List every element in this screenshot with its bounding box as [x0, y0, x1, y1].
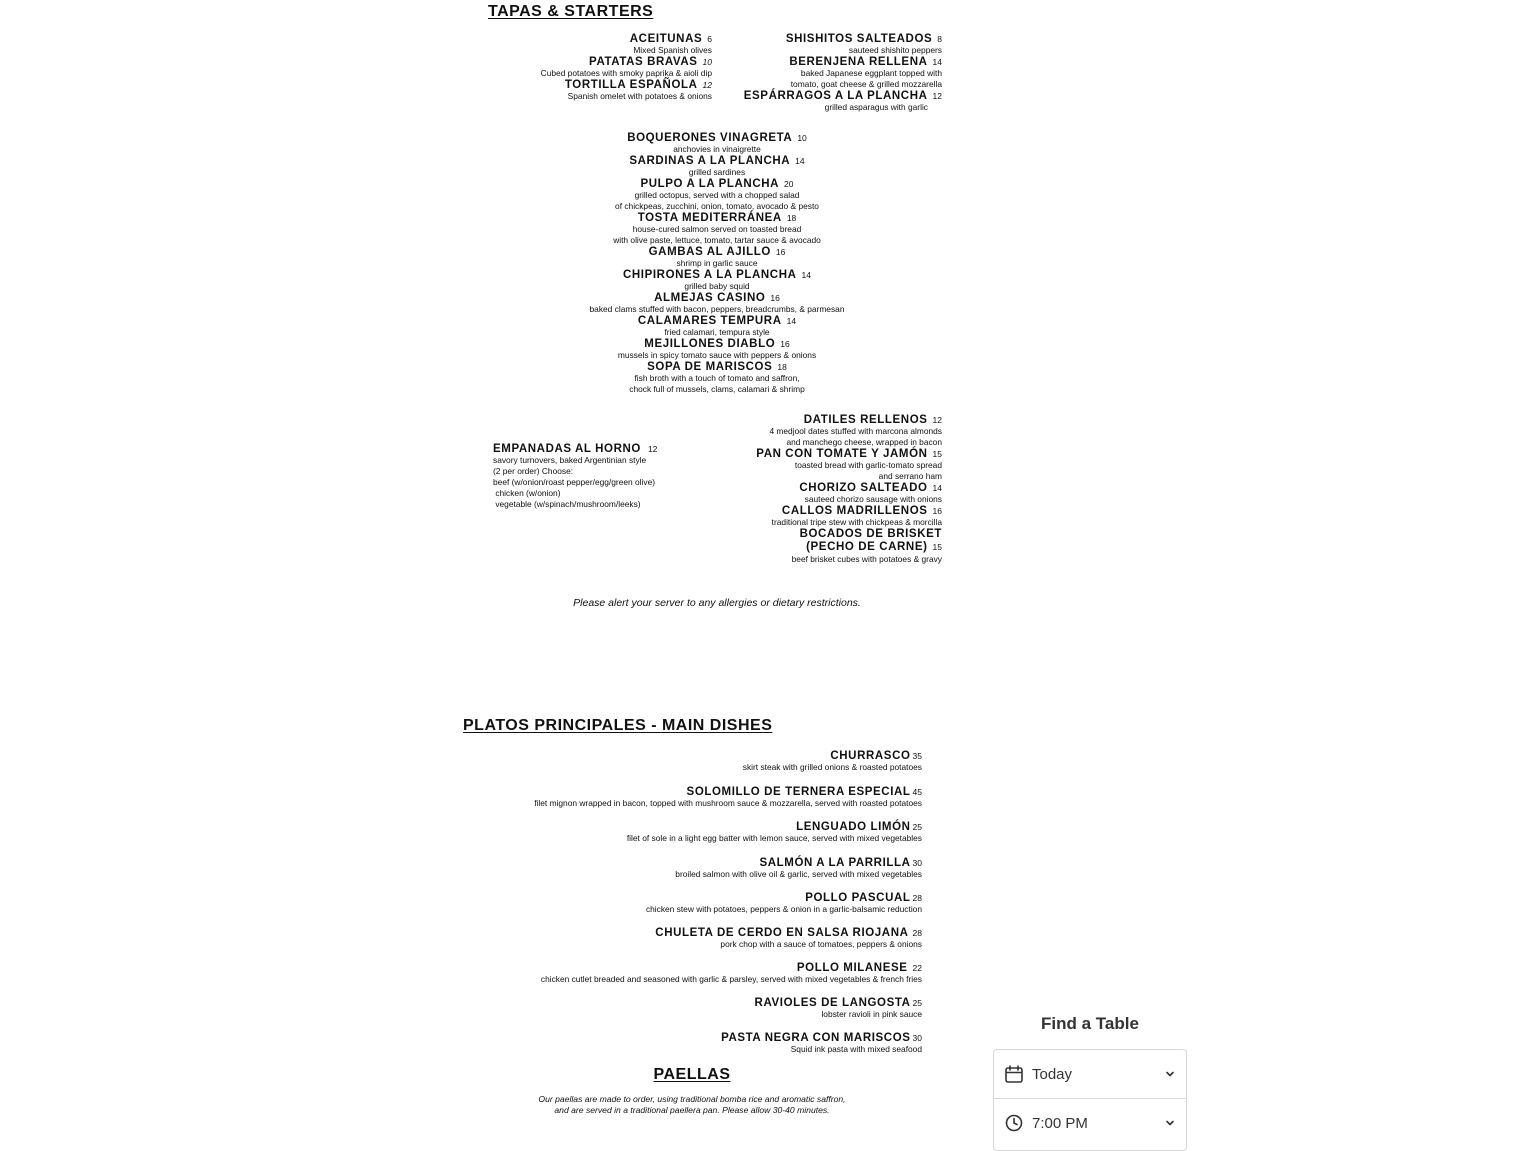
menu-item [702, 56, 942, 90]
reservation-widget [993, 1049, 1187, 1151]
menu-item [452, 33, 712, 56]
item-name: SOLOMILLO DE TERNERA ESPECIAL [686, 786, 911, 798]
tapas-section-title: TAPAS & STARTERS [488, 3, 654, 20]
menu-item [702, 90, 942, 113]
item-description: pork chop with a sauce of tomatoes, peppers & onions [720, 939, 922, 949]
item-price: 30 [912, 858, 922, 868]
item-price: 15 [932, 449, 942, 459]
menu-item [517, 246, 917, 269]
tapas-right-column [702, 33, 942, 113]
paellas-note [492, 1094, 892, 1116]
item-description: chicken cutlet breaded and seasoned with garlic & parsley, served with mixed vegetables & french fries [540, 974, 922, 984]
item-description: shrimp in garlic sauce [676, 258, 758, 268]
item-description: skirt steak with grilled onions & roasted potatoes [742, 762, 922, 772]
item-price: 25 [912, 998, 922, 1008]
item-name: TORTILLA ESPAÑOLA [564, 79, 698, 91]
item-name: CHORIZO SALTEADO [799, 482, 928, 494]
item-price: 8 [937, 34, 942, 44]
item-price: 10 [797, 133, 807, 143]
item-name: MEJILLONES DIABLO [644, 338, 776, 350]
item-name: DATILES RELLENOS [803, 414, 928, 426]
empanadas-item [493, 443, 723, 510]
item-name: PATATAS BRAVAS [589, 56, 698, 68]
item-price: 12 [932, 415, 942, 425]
item-price: 10 [702, 57, 712, 67]
chevron-down-icon [1164, 1117, 1176, 1129]
item-description: beef brisket cubes with potatoes & gravy [791, 554, 942, 564]
item-price: 14 [795, 156, 805, 166]
item-price: 28 [912, 893, 922, 903]
item-name: GAMBAS AL AJILLO [648, 246, 771, 258]
menu-item [692, 414, 942, 448]
menu-item [422, 997, 922, 1032]
item-name: SALMÓN A LA PARRILLA [759, 857, 911, 869]
menu-item [422, 892, 922, 927]
item-description: mussels in spicy tomato sauce with peppers & onions [617, 350, 817, 360]
item-description: Mixed Spanish olives [633, 45, 712, 55]
item-name: SHISHITOS SALTEADOS [785, 33, 933, 45]
date-value: Today [1032, 1065, 1073, 1083]
item-description: 4 medjool dates stuffed with marcona almonds [769, 426, 942, 436]
menu-item [517, 292, 917, 315]
item-name: PAN CON TOMATE Y JAMÓN [756, 448, 928, 460]
mains-section-title: PLATOS PRINCIPALES - MAIN DISHES [463, 717, 773, 734]
menu-item [517, 178, 917, 212]
item-description: grilled sardines [688, 167, 746, 177]
item-description: beef (w/onion/roast pepper/egg/green olive) [493, 477, 656, 487]
item-name: CALLOS MADRILLENOS [781, 505, 928, 517]
item-price: 14 [932, 483, 942, 493]
item-description: grilled asparagus with garlic [824, 102, 928, 112]
item-price: 16 [780, 339, 790, 349]
item-price: 16 [775, 247, 786, 257]
tapas-center-column [517, 132, 917, 395]
item-name: CALAMARES TEMPURA [637, 315, 782, 327]
item-price: 45 [912, 787, 922, 797]
item-name: BERENJENA RELLENA [789, 56, 928, 68]
item-name: CHIPIRONES A LA PLANCHA [623, 269, 797, 281]
item-description: Squid ink pasta with mixed seafood [790, 1044, 922, 1054]
item-description: lobster ravioli in pink sauce [821, 1009, 922, 1019]
item-name: SARDINAS A LA PLANCHA [629, 155, 791, 167]
item-name: BOCADOS DE BRISKET [799, 528, 942, 540]
item-description: fish broth with a touch of tomato and saffron, [634, 373, 800, 383]
chevron-down-icon [1164, 1068, 1176, 1080]
item-description: house-cured salmon served on toasted bread [632, 224, 802, 234]
item-price: 14 [786, 316, 797, 326]
item-name: PASTA NEGRA CON MARISCOS [721, 1032, 911, 1044]
menu-item [452, 56, 712, 79]
item-description: filet of sole in a light egg batter with lemon sauce, served with mixed vegetables [626, 833, 922, 843]
menu-item [422, 962, 922, 997]
menu-item [517, 315, 917, 338]
item-name: ALMEJAS CASINO [654, 292, 766, 304]
item-description: grilled octopus, served with a chopped salad [634, 190, 800, 200]
item-description: Spanish omelet with potatoes & onions [567, 91, 712, 101]
menu-item [692, 505, 942, 528]
paellas-note-line: and are served in a traditional paellera pan. Please allow 30-40 minutes. [554, 1105, 830, 1115]
item-description: tomato, goat cheese & grilled mozzarella [790, 79, 942, 89]
item-description: of chickpeas, zucchini, onion, tomato, avocado & pesto [615, 201, 819, 211]
item-description: broiled salmon with olive oil & garlic, served with mixed vegetables [675, 869, 922, 879]
item-description: vegetable (w/spinach/mushroom/leeks) [493, 499, 641, 509]
menu-item [517, 155, 917, 178]
menu-item [692, 448, 942, 482]
item-name: (PECHO DE CARNE) [806, 541, 928, 553]
item-name: CHULETA DE CERDO EN SALSA RIOJANA [655, 927, 909, 939]
menu-item [692, 482, 942, 505]
paellas-note-line: Our paellas are made to order, using traditional bomba rice and aromatic saffron, [538, 1094, 846, 1104]
item-description: savory turnovers, baked Argentinian style [493, 455, 647, 465]
item-name: PULPO A LA PLANCHA [640, 178, 780, 190]
item-price: 12 [647, 444, 658, 454]
find-a-table-title: Find a Table [1041, 1014, 1139, 1033]
paellas-section-title: PAELLAS [653, 1066, 731, 1083]
item-price: 12 [932, 91, 942, 101]
item-price: 20 [784, 179, 794, 189]
item-name: RAVIOLES DE LANGOSTA [754, 997, 911, 1009]
item-name: POLLO PASCUAL [805, 892, 911, 904]
item-name: ESPÁRRAGOS A LA PLANCHA [743, 90, 928, 102]
item-description: (2 per order) Choose: [493, 466, 574, 476]
item-description: baked Japanese eggplant topped with [800, 68, 942, 78]
menu-item [517, 338, 917, 361]
item-price: 22 [912, 963, 922, 973]
item-name: EMPANADAS AL HORNO [493, 443, 641, 455]
item-price: 16 [932, 506, 942, 516]
item-name: LENGUADO LIMÓN [796, 821, 911, 833]
menu-item [517, 212, 917, 246]
item-description: chicken (w/onion) [493, 488, 561, 498]
item-description: anchovies in vinaigrette [673, 144, 761, 154]
date-select[interactable] [994, 1050, 1186, 1099]
item-description: chock full of mussels, clams, calamari & shrimp [629, 384, 805, 394]
item-description: chicken stew with potatoes, peppers & onion in a garlic-balsamic reduction [645, 904, 922, 914]
menu-item [692, 528, 942, 565]
item-description: toasted bread with garlic-tomato spread [794, 460, 942, 470]
mains-list [422, 750, 922, 1067]
menu-item [452, 79, 712, 102]
item-name: CHURRASCO [830, 750, 911, 762]
item-name: POLLO MILANESE [796, 962, 908, 974]
menu-item [422, 821, 922, 857]
menu-item [422, 857, 922, 892]
item-description: sauteed chorizo sausage with onions [804, 494, 942, 504]
menu-item [422, 1032, 922, 1067]
item-price: 12 [702, 80, 712, 90]
item-price: 15 [932, 542, 942, 552]
item-price: 16 [770, 293, 780, 303]
menu-item [702, 33, 942, 56]
allergy-note: Please alert your server to any allergies or dietary restrictions. [573, 597, 861, 609]
tapas-right-column-2 [692, 414, 942, 565]
menu-item [517, 361, 917, 395]
item-description: grilled baby squid [684, 281, 750, 291]
item-price: 6 [707, 34, 712, 44]
menu-item [517, 269, 917, 292]
item-price: 30 [912, 1033, 922, 1043]
menu-item [422, 750, 922, 786]
item-description: filet mignon wrapped in bacon, topped with mushroom sauce & mozzarella, served with roasted potatoes [534, 798, 922, 808]
tapas-left-column [452, 33, 712, 102]
item-description: and serrano ham [878, 471, 942, 481]
time-value: 7:00 PM [1032, 1114, 1088, 1132]
item-name: BOQUERONES VINAGRETA [627, 132, 793, 144]
clock-icon [1004, 1113, 1024, 1133]
time-select[interactable] [994, 1099, 1186, 1147]
item-description: and manchego cheese, wrapped in bacon [786, 437, 942, 447]
item-price: 28 [912, 928, 922, 938]
item-price: 18 [786, 213, 797, 223]
item-description: baked clams stuffed with bacon, peppers, breadcrumbs, & parmesan [589, 304, 845, 314]
item-name: ACEITUNAS [629, 33, 703, 45]
item-description: Cubed potatoes with smoky paprika & aioli dip [540, 68, 712, 78]
item-price: 25 [912, 822, 922, 832]
item-name: TOSTA MEDITERRÁNEA [637, 212, 782, 224]
menu-item [422, 786, 922, 821]
menu-item [517, 132, 917, 155]
item-description: traditional tripe stew with chickpeas & morcilla [771, 517, 942, 527]
item-description: sauteed shishito peppers [848, 45, 942, 55]
item-price: 14 [801, 270, 811, 280]
menu-item [422, 927, 922, 962]
calendar-icon [1004, 1064, 1024, 1084]
item-name: SOPA DE MARISCOS [647, 361, 773, 373]
item-price: 14 [932, 57, 942, 67]
item-price: 35 [912, 751, 922, 761]
item-description: with olive paste, lettuce, tomato, tartar sauce & avocado [613, 235, 821, 245]
item-price: 18 [777, 362, 787, 372]
item-description: fried calamari, tempura style [664, 327, 770, 337]
